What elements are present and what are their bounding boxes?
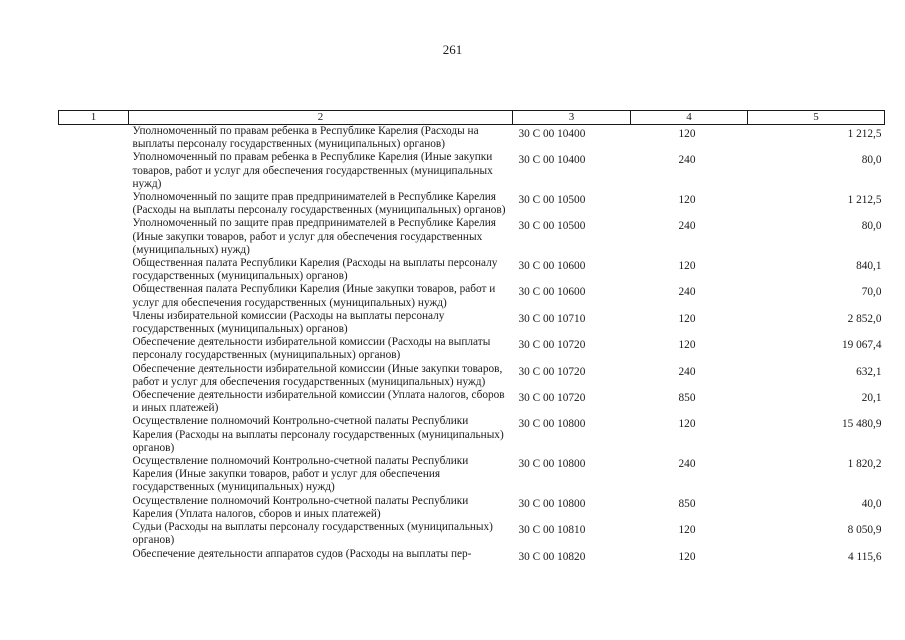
amount: 70,0 [861,286,882,299]
expense-type-code: 120 [678,339,696,352]
expense-name: Обеспечение деятельности избирательной комиссии (Уплата налогов, сборов и иных платежей) [132,389,505,415]
row-col-1 [59,389,129,415]
expense-type-code: 120 [678,194,696,207]
header-row [59,111,885,125]
amount: 80,0 [861,220,882,233]
expense-name: Обеспечение деятельности аппаратов судов (Расходы на выплаты пер- [132,547,472,560]
row-col-1 [59,415,129,455]
expense-name: Осуществление полномочий Контрольно-счетной палаты Республики Карелия (Уплата налогов, сборов и иных платежей) [132,494,469,520]
target-article-code: 30 С 00 10720 [518,339,586,352]
amount: 4 115,6 [848,550,882,563]
row-col-1 [59,310,129,336]
target-article-code: 30 С 00 10800 [518,497,586,510]
target-article-code: 30 С 00 10800 [518,418,586,431]
row-col-1 [59,548,129,564]
table-header [59,111,885,125]
target-article-code: 30 С 00 10800 [518,458,586,471]
expense-name: Уполномоченный по правам ребенка в Республике Карелия (Иные закупки товаров, работ и услуг для обеспечения государственных (муниципальных нужд) [132,151,493,190]
row-col-1 [59,217,129,257]
row-col-1 [59,521,129,547]
row-col-1 [59,336,129,362]
table-body [59,125,885,564]
amount: 8 050,9 [847,524,882,537]
expense-type-code: 120 [678,312,696,325]
table-row [59,415,885,455]
target-article-code: 30 С 00 10810 [518,524,586,537]
expense-type-code: 850 [678,497,696,510]
row-col-1 [59,455,129,495]
row-col-1 [59,283,129,309]
expense-type-code: 120 [678,550,696,563]
target-article-code: 30 С 00 10500 [518,194,586,207]
amount: 1 212,5 [847,194,882,207]
table-row [59,389,885,415]
target-article-code: 30 С 00 10600 [518,260,586,273]
expense-name: Общественная палата Республики Карелия (Иные закупки товаров, работ и услуг для обеспечения государственных (муниципальных) нужд) [132,283,496,309]
expense-type-code: 240 [678,154,696,167]
target-article-code: 30 С 00 10720 [518,392,586,405]
table-row [59,310,885,336]
table-row [59,125,885,152]
amount: 840,1 [856,260,882,273]
expense-name: Уполномоченный по защите прав предпринимателей в Республике Карелия (Иные закупки товаров, работ и услуг для обеспечения государственных (муниципальных) нужд) [132,217,496,256]
target-article-code: 30 С 00 10400 [518,128,586,140]
table-row [59,151,885,191]
expense-type-code: 240 [678,365,696,378]
expense-type-code: 120 [678,418,696,431]
target-article-code: 30 С 00 10820 [518,550,586,563]
expense-name: Осуществление полномочий Контрольно-счетной палаты Республики Карелия (Иные закупки товаров, работ и услуг для обеспечения государственных (муниципальных) нужд) [132,455,469,494]
table-row [59,495,885,521]
expense-name: Обеспечение деятельности избирательной комиссии (Иные закупки товаров, работ и услуг для обеспечения государственных (муниципальных) нужд) [132,362,503,388]
row-col-1 [59,125,129,152]
budget-table [58,110,885,564]
row-col-1 [59,151,129,191]
expense-name: Осуществление полномочий Контрольно-счетной палаты Республики Карелия (Расходы на выплаты персоналу государственных (муниципальных) органов) [132,415,504,454]
table-row [59,283,885,309]
amount: 632,1 [856,365,882,378]
target-article-code: 30 С 00 10600 [518,286,586,299]
page-number: 261 [442,42,463,57]
expense-type-code: 120 [678,260,696,273]
table-row [59,521,885,547]
table-row [59,363,885,389]
expense-name: Члены избирательной комиссии (Расходы на выплаты персоналу государственных (муниципальных) органов) [132,309,445,336]
target-article-code: 30 С 00 10710 [518,312,586,325]
expense-type-code: 240 [678,458,696,471]
table-row [59,455,885,495]
header-col-3: 3 [513,111,631,125]
amount: 1 820,2 [847,458,882,471]
expense-type-code: 850 [678,392,696,405]
header-col-1: 1 [59,111,129,125]
expense-name: Уполномоченный по защите прав предпринимателей в Республике Карелия (Расходы на выплаты персоналу государственных (муниципальных) органов) [132,191,506,217]
table-row [59,191,885,217]
header-col-2: 2 [129,111,513,125]
amount: 40,0 [861,497,882,510]
amount: 20,1 [861,392,882,405]
amount: 80,0 [861,154,882,167]
table-row [59,217,885,257]
expense-name: Судьи (Расходы на выплаты персоналу государственных (муниципальных) органов) [132,521,493,547]
target-article-code: 30 С 00 10500 [518,220,586,233]
row-col-1 [59,191,129,217]
row-col-1 [59,495,129,521]
expense-name: Общественная палата Республики Карелия (Расходы на выплаты персоналу государственных (муниципальных) органов) [132,257,498,283]
amount: 2 852,0 [847,312,882,325]
expense-name: Обеспечение деятельности избирательной комиссии (Расходы на выплаты персоналу государственных (муниципальных) органов) [132,336,491,362]
expense-type-code: 120 [678,128,696,140]
table-row [59,548,885,564]
amount: 15 480,9 [841,418,882,431]
row-col-1 [59,363,129,389]
amount: 19 067,4 [841,339,882,352]
expense-name: Уполномоченный по правам ребенка в Республике Карелия (Расходы на выплаты персоналу государственных (муниципальных) органов) [132,125,479,151]
target-article-code: 30 С 00 10400 [518,154,586,167]
expense-type-code: 240 [678,286,696,299]
amount: 1 212,5 [847,128,882,140]
expense-type-code: 240 [678,220,696,233]
target-article-code: 30 С 00 10720 [518,365,586,378]
table-row [59,257,885,283]
expense-type-code: 120 [678,524,696,537]
header-col-4: 4 [631,111,748,125]
row-col-1 [59,257,129,283]
header-col-5: 5 [748,111,885,125]
table-row [59,336,885,362]
